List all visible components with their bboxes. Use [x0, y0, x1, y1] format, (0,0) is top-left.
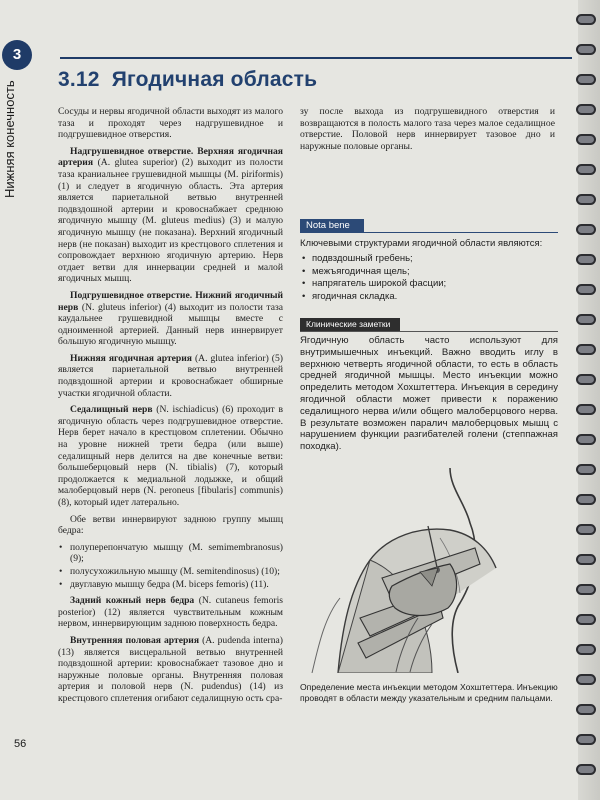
intro-paragraph: Сосуды и нервы ягодичной области выходят из малого таза и проходят через надгрушевидное и подгрушевидное отверстия. — [58, 106, 283, 141]
binding-coil — [576, 674, 596, 685]
section-number: 3.12 — [58, 68, 100, 91]
binding-coil — [576, 194, 596, 205]
nota-bene-rule — [300, 232, 558, 233]
paragraph-inferior-gluteal-artery — [58, 353, 283, 399]
binding-coil — [576, 104, 596, 115]
nota-bene-box — [300, 238, 558, 304]
binding-coil — [576, 734, 596, 745]
continuation-paragraph: зу после выхода из подгрушевидного отверстия и возвращаются в полость малого таза через малое седалищное отверстие. Половой нерв иннервирует тазовое дно и наружные половые органы. — [300, 106, 555, 152]
spiral-binding — [578, 0, 600, 800]
chapter-badge: 3 — [2, 40, 32, 70]
clinical-notes-label: Клинические заметки — [300, 318, 400, 331]
section-title-text: Ягодичная область — [111, 68, 318, 91]
paragraph-body: (A. glutea inferior) (5) является париетальной ветвью внутренней подвздошной артерии и кровоснабжает обширные участки ягодичной области. — [58, 352, 283, 399]
list-item: • полусухожильную мышцу (M. semitendinosus) (10); — [68, 566, 283, 578]
clinical-notes-rule — [300, 331, 558, 332]
list-item: • подвздошный гребень; — [312, 253, 558, 265]
paragraph-suprapiriform — [58, 146, 283, 285]
binding-coil — [576, 254, 596, 265]
binding-coil — [576, 344, 596, 355]
binding-coil — [576, 644, 596, 655]
paragraph-internal-pudendal-artery — [58, 635, 283, 705]
binding-coil — [576, 74, 596, 85]
hochstetter-illustration — [300, 468, 558, 673]
paragraph-body: (A. pudenda interna) (13) является висцеральной ветвью внутренней подвздошной артерии: кровоснабжает тазовое дно и наружные половые органы. Внутренняя половая артерия и половой нерв (N. pudendus) (14) из крестцового сплетения огибают седалищную ость сра- — [58, 634, 283, 704]
section-title — [58, 68, 317, 92]
paragraph-infrapiriform — [58, 290, 283, 348]
paragraph-body: (N. gluteus inferior) (4) выходит из полости таза каудальнее грушевидной мышцы вместе с одноименной артерией. Данный нерв иннервирует большую ягодичную мышцу. — [58, 301, 284, 348]
binding-coil — [576, 374, 596, 385]
paragraph-heading: Внутренняя половая артерия — [70, 634, 200, 646]
clinical-notes-text: Ягодичную область часто используют для внутримышечных инъекций. Важно вводить иглу в верхнюю четверть ягодичной области, то есть в область средней ягодичной мышцы. Место инъекции можно определить методом Хохштеттера. Инъекция в середину ягодичной области может привести к поражению седалищного нерва и/или общего малоберцового нерва. В результате возможен паралич малоберцовых мышц с нарушением функции разгибателей голени (степпажная походка). — [300, 335, 558, 453]
paragraph-posterior-cutaneous-nerve — [58, 595, 283, 630]
binding-coil — [576, 134, 596, 145]
figure-caption: Определение места инъекции методом Хохштеттера. Инъекцию проводят в области между указательным и средним пальцами. — [300, 682, 558, 703]
list-item: • полуперепончатую мышцу (M. semimembranosus) (9); — [68, 542, 283, 565]
list-item: • межъягодичная щель; — [312, 266, 558, 278]
list-item: • ягодичная складка. — [312, 291, 558, 303]
page-number: 56 — [14, 738, 27, 750]
binding-coil — [576, 764, 596, 775]
paragraph-heading: Подгрушевидное отверстие. Нижний ягодичный нерв — [58, 289, 283, 313]
muscle-list — [58, 542, 283, 590]
binding-coil — [576, 494, 596, 505]
injection-site-drawing — [300, 468, 558, 673]
nota-bene-list — [300, 253, 558, 303]
paragraph-heading: Нижняя ягодичная артерия — [70, 352, 192, 364]
binding-coil — [576, 704, 596, 715]
paragraph-sciatic-nerve — [58, 404, 283, 508]
left-column — [58, 106, 283, 710]
paragraph-heading: Надгрушевидное отверстие. Верхняя ягодичная артерия — [58, 145, 283, 169]
nota-bene-intro: Ключевыми структурами ягодичной области являются: — [300, 238, 543, 249]
binding-coil — [576, 284, 596, 295]
binding-coil — [576, 224, 596, 235]
binding-coil — [576, 404, 596, 415]
binding-coil — [576, 614, 596, 625]
list-item: • двуглавую мышцу бедра (M. biceps femoris) (11). — [68, 579, 283, 591]
paragraph-heading: Седалищный нерв — [70, 404, 153, 416]
binding-coil — [576, 164, 596, 175]
chapter-side-label: Нижняя конечность — [2, 80, 17, 198]
nota-bene-label: Nota bene — [300, 219, 364, 232]
binding-coil — [576, 464, 596, 475]
binding-coil — [576, 584, 596, 595]
paragraph-branches: Обе ветви иннервируют заднюю группу мышц бедра: — [58, 513, 283, 537]
header-rule — [60, 57, 572, 59]
paragraph-body: (A. glutea superior) (2) выходит из полости таза краниальнее грушевидной мышцы (M. piriformis) (1) и следует в ягодичную область. Эта артерия является париетальной ветвью внутренней подвздошной артерии и кровоснабжает среднюю ягодичную мышцу (M. gluteus medius) (3) и малую ягодичную мышцу (не показана). Верхний ягодичный нерв (не показан) выходит из крестцового сплетения и сопровождает верхнюю ягодичную артерию. Нерв отдает ветви для иннервации средней и малой ягодичных мышц. — [58, 157, 283, 285]
binding-coil — [576, 554, 596, 565]
binding-coil — [576, 14, 596, 25]
right-column — [300, 106, 555, 152]
paragraph-heading: Задний кожный нерв бедра — [70, 595, 195, 607]
paragraph-body: (N. ischiadicus) (6) проходит в ягодичную область через подгрушевидное отверстие. Нерв берет начало в крестцовом сплетении. Обычно на уровне нижней трети бедра (или выше) седалищный нерв делится на две конечные ветви: большеберцовый нерв (N. tibialis) (7), который продолжается к медиальной лодыжке, и общий малоберцовый нерв (N. peroneus [fibularis] communis) (8), который идет латерально. — [58, 404, 283, 508]
paragraph-body: (N. cutaneus femoris posterior) (12) является чувствительным кожным нервом, иннервирующим заднюю поверхность бедра. — [58, 595, 283, 630]
binding-coil — [576, 314, 596, 325]
binding-coil — [576, 434, 596, 445]
binding-coil — [576, 44, 596, 55]
binding-coil — [576, 524, 596, 535]
list-item: • напрягатель широкой фасции; — [312, 278, 558, 290]
